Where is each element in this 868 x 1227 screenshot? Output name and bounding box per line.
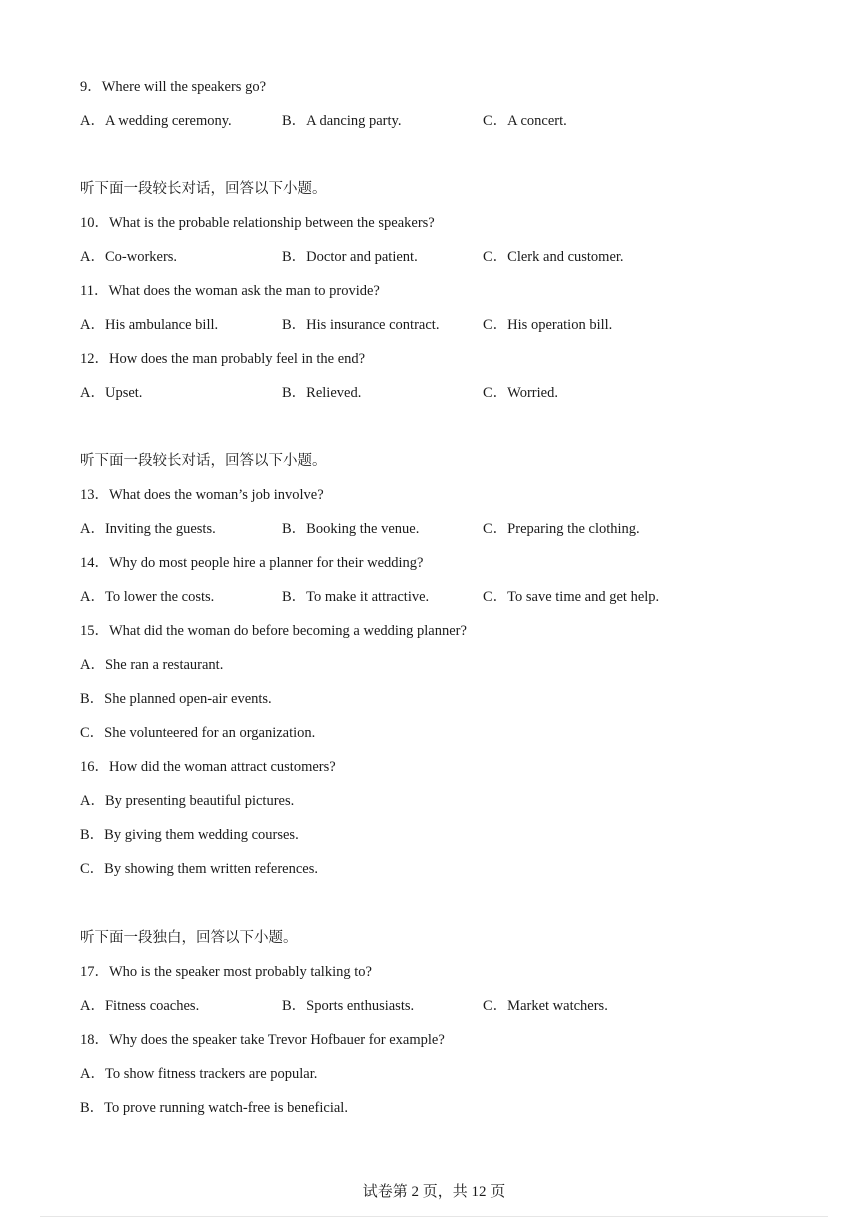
question-9-option-a: A．A wedding ceremony.: [80, 113, 232, 129]
question-18-option-b: B．To prove running watch-free is beneficial.: [80, 1100, 348, 1116]
question-13-option-c: C．Preparing the clothing.: [483, 521, 640, 537]
question-16-option-b: B．By giving them wedding courses.: [80, 827, 299, 843]
question-10-stem: 10．What is the probable relationship between the speakers?: [80, 215, 435, 231]
question-9-option-b: B．A dancing party.: [282, 113, 402, 129]
question-10-option-c: C．Clerk and customer.: [483, 249, 624, 265]
question-15-option-a: A．She ran a restaurant.: [80, 657, 224, 673]
question-14-option-a: A．To lower the costs.: [80, 589, 215, 605]
question-11-option-a: A．His ambulance bill.: [80, 317, 219, 333]
question-15-stem: 15．What did the woman do before becoming a wedding planner?: [80, 623, 467, 639]
question-17-stem: 17．Who is the speaker most probably talking to?: [80, 964, 372, 980]
question-12-stem: 12．How does the man probably feel in the end?: [80, 351, 366, 367]
question-16-stem: 16．How did the woman attract customers?: [80, 759, 336, 775]
question-10-option-a: A．Co-workers.: [80, 249, 178, 265]
question-14-stem: 14．Why do most people hire a planner for their wedding?: [80, 555, 424, 571]
question-12-option-c: C．Worried.: [483, 385, 558, 401]
question-13-option-b: B．Booking the venue.: [282, 521, 420, 537]
question-12-option-a: A．Upset.: [80, 385, 143, 401]
question-10-option-b: B．Doctor and patient.: [282, 249, 418, 265]
question-15-option-b: B．She planned open-air events.: [80, 691, 272, 707]
page-footer: 试卷第 2 页，共 12 页: [362, 1184, 506, 1200]
question-12-option-b: B．Relieved.: [282, 385, 362, 401]
question-17-option-b: B．Sports enthusiasts.: [282, 998, 415, 1014]
question-11-option-c: C．His operation bill.: [483, 317, 613, 333]
question-18-stem: 18．Why does the speaker take Trevor Hofbauer for example?: [80, 1032, 445, 1048]
question-13-option-a: A．Inviting the guests.: [80, 521, 216, 537]
question-9-option-c: C．A concert.: [483, 113, 567, 129]
question-16-option-c: C．By showing them written references.: [80, 861, 318, 877]
question-11-stem: 11．What does the woman ask the man to provide?: [80, 283, 380, 299]
question-14-option-c: C．To save time and get help.: [483, 589, 660, 605]
section-instruction-3: 听下面一段独白，回答以下小题。: [80, 930, 298, 946]
question-15-option-c: C．She volunteered for an organization.: [80, 725, 316, 741]
question-14-option-b: B．To make it attractive.: [282, 589, 430, 605]
section-instruction-1: 听下面一段较长对话，回答以下小题。: [80, 181, 327, 197]
page-bottom-divider: [40, 1216, 828, 1217]
section-instruction-2: 听下面一段较长对话，回答以下小题。: [80, 453, 327, 469]
question-17-option-a: A．Fitness coaches.: [80, 998, 200, 1014]
question-9-stem: 9．Where will the speakers go?: [80, 79, 267, 95]
question-16-option-a: A．By presenting beautiful pictures.: [80, 793, 295, 809]
question-18-option-a: A．To show fitness trackers are popular.: [80, 1066, 318, 1082]
question-13-stem: 13．What does the woman’s job involve?: [80, 487, 324, 503]
question-17-option-c: C．Market watchers.: [483, 998, 608, 1014]
question-11-option-b: B．His insurance contract.: [282, 317, 440, 333]
